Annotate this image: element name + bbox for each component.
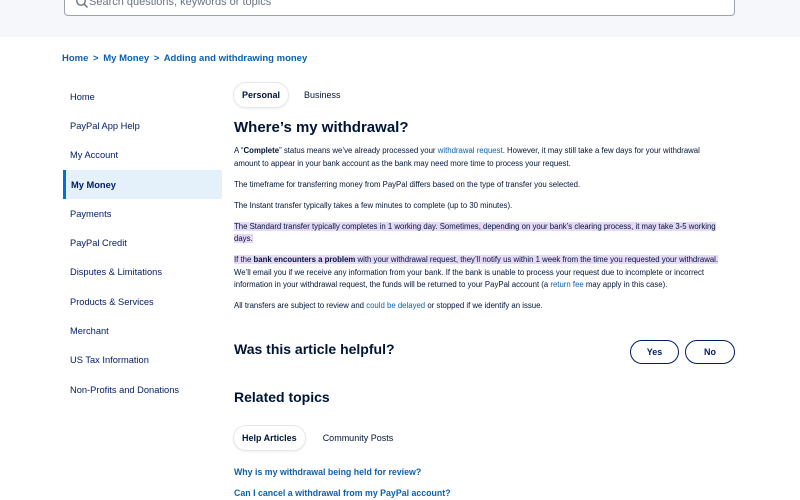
text: If the	[234, 255, 254, 264]
article-body	[234, 145, 720, 321]
search-input[interactable]	[89, 0, 729, 14]
search-icon	[75, 0, 89, 9]
article-paragraph: The Instant transfer typically takes a few minutes to complete (up to 30 minutes).	[234, 200, 513, 210]
article-paragraph: The timeframe for transferring money from PayPal differs based on the type of transfer you selected.	[234, 179, 581, 189]
return-fee-link[interactable]: return fee	[550, 280, 584, 289]
no-button[interactable]: No	[685, 340, 735, 364]
sidebar-item-us-tax-information[interactable]: US Tax Information	[70, 355, 149, 366]
sidebar-item-products-services[interactable]: Products & Services	[70, 296, 154, 307]
sidebar-item-disputes-limitations[interactable]: Disputes & Limitations	[70, 267, 162, 278]
breadcrumb-separator: >	[153, 53, 160, 64]
tab-business[interactable]: Business	[304, 90, 341, 100]
text: may apply in this case).	[583, 280, 668, 289]
related-topics-heading: Related topics	[234, 389, 330, 405]
sidebar	[63, 82, 222, 404]
sidebar-item-paypal-app-help[interactable]: PayPal App Help	[70, 120, 140, 131]
text: or stopped if we identify an issue.	[425, 301, 543, 310]
breadcrumb-my-money[interactable]: My Money	[103, 53, 150, 64]
article-title: Where’s my withdrawal?	[234, 119, 409, 136]
breadcrumb	[62, 53, 307, 64]
text: We’ll email you if we receive any information from your bank. If the bank is unable to process your request due to incomplete or incorrect information in your withdrawal request, the funds will be returned to your PayPal account (a	[234, 267, 705, 289]
text: . However, it may still take a few days for your withdrawal amount to appear in your bank account as the bank may need more time to process your request.	[234, 146, 700, 168]
search-band	[0, 0, 800, 37]
article-paragraph	[234, 254, 720, 292]
sidebar-item-payments[interactable]: Payments	[70, 208, 112, 219]
article-paragraph	[234, 300, 720, 313]
text: All transfers are subject to review and	[234, 301, 367, 310]
breadcrumb-home[interactable]: Home	[62, 53, 89, 64]
tab-personal[interactable]: Personal	[234, 83, 288, 107]
sidebar-item-merchant[interactable]: Merchant	[70, 326, 109, 337]
helpful-question: Was this article helpful?	[234, 341, 395, 357]
complete-status-text: Complete	[243, 146, 280, 155]
sidebar-item-my-account[interactable]: My Account	[70, 150, 119, 161]
audience-tabs	[234, 83, 357, 107]
article-paragraph	[234, 145, 720, 170]
highlighted-text	[234, 255, 718, 264]
tab-help-articles[interactable]: Help Articles	[234, 426, 305, 450]
related-link[interactable]: Why is my withdrawal being held for review?	[234, 467, 422, 477]
related-link[interactable]: Can I cancel a withdrawal from my PayPal account?	[234, 488, 451, 498]
sidebar-item-paypal-credit[interactable]: PayPal Credit	[70, 238, 127, 249]
withdrawal-request-link[interactable]: withdrawal request	[437, 146, 503, 155]
text: with your withdrawal request, they’ll notify us within 1 week from the time you requested your withdrawal.	[355, 255, 719, 264]
sidebar-item-non-profits-donations[interactable]: Non-Profits and Donations	[70, 384, 180, 395]
text: ” status means we’ve already processed your	[279, 146, 438, 155]
breadcrumb-separator: >	[93, 53, 99, 64]
article-paragraph-highlighted	[234, 221, 720, 246]
highlighted-text: The Standard transfer typically completes in 1 working day. Sometimes, depending on your bank’s clearing process, it may take 3-5 working days.	[234, 221, 716, 243]
yes-button[interactable]: Yes	[630, 340, 679, 364]
sidebar-item-home[interactable]: Home	[70, 91, 95, 102]
text: A “	[234, 146, 244, 155]
related-tabs	[234, 426, 411, 450]
bank-problem-text: bank encounters a problem	[253, 255, 356, 264]
sidebar-item-my-money[interactable]: My Money	[63, 170, 222, 199]
breadcrumb-current[interactable]: Adding and withdrawing money	[163, 53, 308, 64]
tab-community-posts[interactable]: Community Posts	[322, 433, 394, 443]
could-be-delayed-link[interactable]: could be delayed	[366, 301, 426, 310]
search-box[interactable]	[64, 0, 735, 16]
